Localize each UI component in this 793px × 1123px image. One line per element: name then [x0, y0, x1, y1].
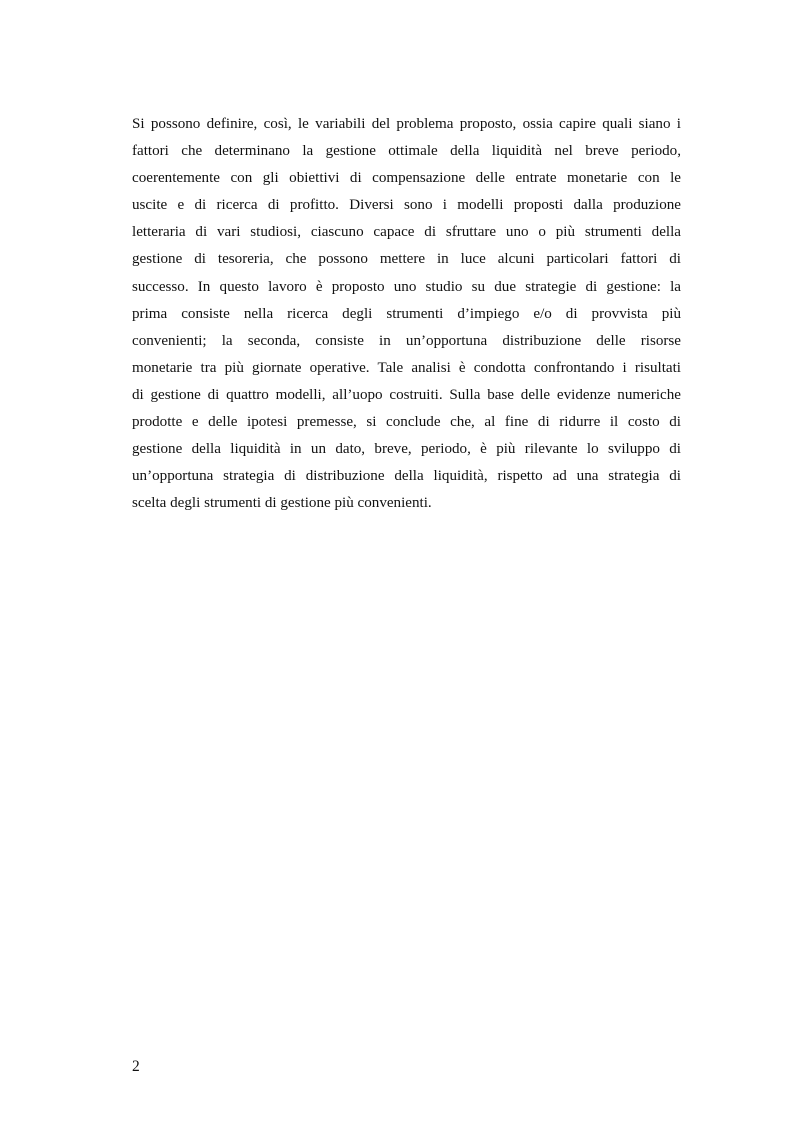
paragraph-line: successo. In questo lavoro è proposto uno studio su due strategie di gestione: la [132, 278, 681, 295]
paragraph-line: prima consiste nella ricerca degli strumenti d’impiego e/o di provvista più [132, 305, 681, 322]
paragraph-line: convenienti; la seconda, consiste in un’opportuna distribuzione delle risorse [132, 332, 681, 349]
body-paragraph [132, 111, 681, 517]
paragraph-line: di gestione di quattro modelli, all’uopo costruiti. Sulla base delle evidenze numeriche [132, 386, 681, 403]
paragraph-line: scelta degli strumenti di gestione più convenienti. [132, 495, 432, 512]
paragraph-line: gestione della liquidità in un dato, breve, periodo, è più rilevante lo sviluppo di [132, 441, 681, 458]
paragraph-line: letteraria di vari studiosi, ciascuno capace di sfruttare uno o più strumenti della [132, 224, 681, 241]
paragraph-line: un’opportuna strategia di distribuzione della liquidità, rispetto ad una strategia di [132, 468, 681, 485]
paragraph-line: gestione di tesoreria, che possono mettere in luce alcuni particolari fattori di [132, 251, 681, 268]
page-number: 2 [132, 1058, 140, 1075]
paragraph-line: prodotte e delle ipotesi premesse, si conclude che, al fine di ridurre il costo di [132, 414, 681, 431]
paragraph-line: monetarie tra più giornate operative. Tale analisi è condotta confrontando i risultati [132, 359, 681, 376]
paragraph-line: uscite e di ricerca di profitto. Diversi sono i modelli proposti dalla produzione [132, 197, 681, 214]
paragraph-line: coerentemente con gli obiettivi di compensazione delle entrate monetarie con le [132, 170, 681, 187]
paragraph-line: Si possono definire, così, le variabili del problema proposto, ossia capire quali siano i [132, 116, 681, 132]
paragraph-line: fattori che determinano la gestione ottimale della liquidità nel breve periodo, [132, 143, 681, 160]
